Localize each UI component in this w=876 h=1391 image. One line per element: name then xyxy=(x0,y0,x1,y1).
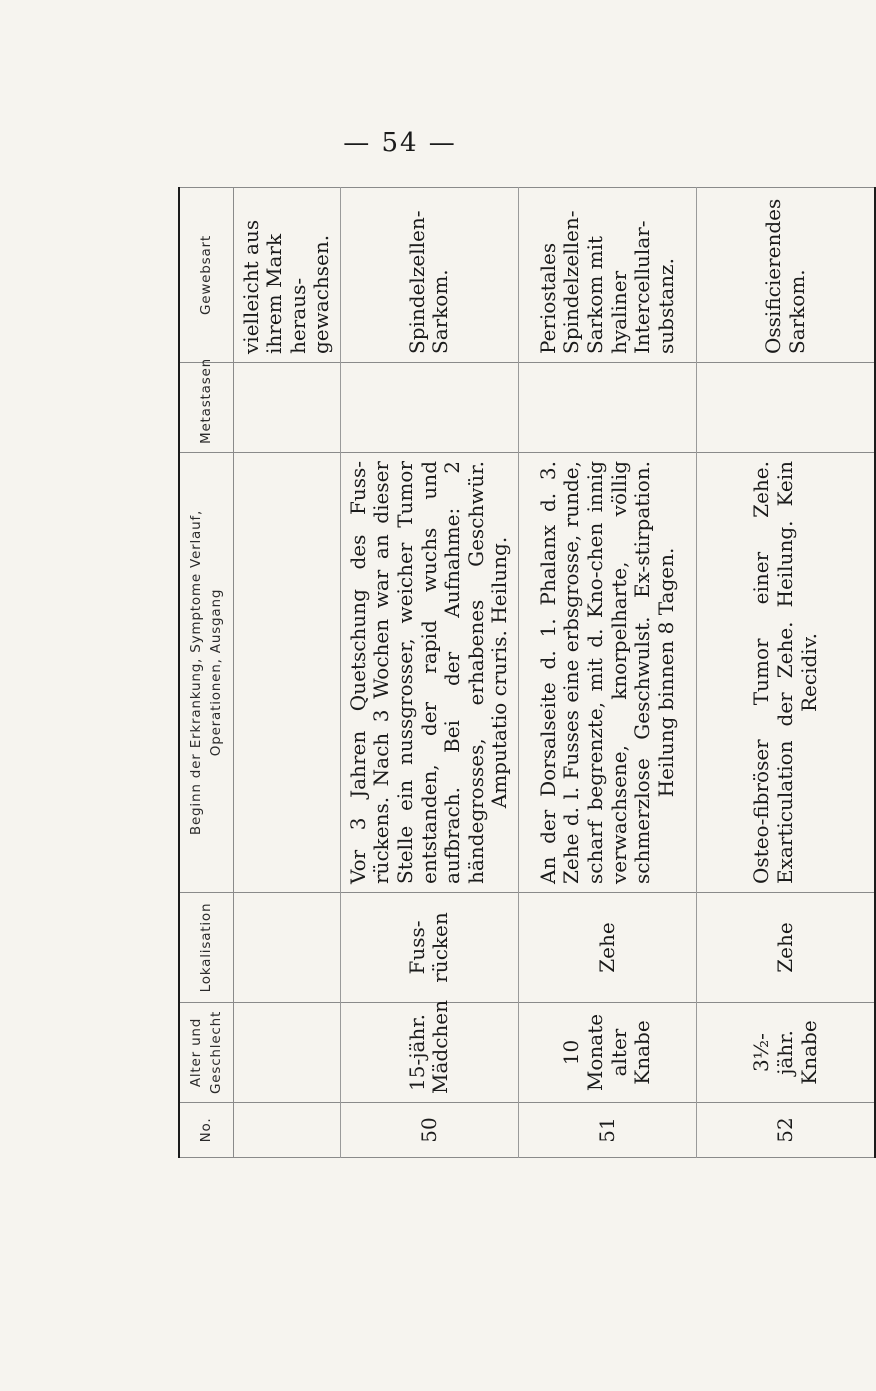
cell-gewebsart: Ossificierendes Sarkom. xyxy=(697,188,876,363)
header-no: No. xyxy=(179,1103,233,1158)
cell-beginn: Vor 3 Jahren Quetschung des Fuss-rückens. Nach 3 Wochen war an dieser Stelle ein nussgrosser, weicher Tumor entstanden, der rapid wuchs und aufbrach. Bei der Aufnahme: 2 händegrosses, erhabenes Geschwür. Amputatio cruris. Heilung. xyxy=(340,453,518,893)
table-header-row xyxy=(179,188,233,1158)
header-alter: Alter und Geschlecht xyxy=(179,1003,233,1103)
page-number: — 54 — xyxy=(343,128,457,158)
table-row xyxy=(697,188,876,1158)
cell-empty xyxy=(233,893,340,1003)
cell-empty xyxy=(233,1103,340,1158)
table-row xyxy=(519,188,697,1158)
cell-no: 51 xyxy=(519,1103,697,1158)
cell-no: 52 xyxy=(697,1103,876,1158)
cell-alter: 3½-jähr. Knabe xyxy=(697,1003,876,1103)
cell-metastasen xyxy=(519,363,697,453)
cell-beginn: Osteo-fibröser Tumor einer Zehe. Exarticulation der Zehe. Heilung. Kein Recidiv. xyxy=(697,453,876,893)
cell-lokalisation: Fuss-rücken xyxy=(340,893,518,1003)
cell-metastasen xyxy=(697,363,876,453)
case-table xyxy=(178,188,876,1159)
header-lokalisation: Lokalisation xyxy=(179,893,233,1003)
cell-empty xyxy=(233,363,340,453)
header-beginn: Beginn der Erkrankung, Symptome Verlauf, Operationen, Ausgang xyxy=(179,453,233,893)
cell-gewebsart: Spindelzellen-Sarkom. xyxy=(340,188,518,363)
cell-no: 50 xyxy=(340,1103,518,1158)
cell-empty xyxy=(233,1003,340,1103)
cell-lokalisation: Zehe xyxy=(519,893,697,1003)
table-row xyxy=(340,188,518,1158)
cell-beginn: An der Dorsalseite d. 1. Phalanx d. 3. Zehe d. l. Fusses eine erbsgrosse, runde, scharf begrenzte, mit d. Kno-chen innig verwachsene, knorpelharte, völlig schmerzlose Geschwulst. Ex-stirpation. Heilung binnen 8 Tagen. xyxy=(519,453,697,893)
cell-lokalisation: Zehe xyxy=(697,893,876,1003)
cell-gewebsart: Periostales Spindelzellen-Sarkom mit hyaliner Intercellular-substanz. xyxy=(519,188,697,363)
header-gewebsart: Gewebsart xyxy=(179,188,233,363)
cell-alter: 10 Monate alter Knabe xyxy=(519,1003,697,1103)
cell-gewebsart-continued: vielleicht aus ihrem Mark heraus-gewachsen. xyxy=(233,188,340,363)
continued-row xyxy=(233,188,340,1158)
header-metastasen: Metastasen xyxy=(179,363,233,453)
cell-metastasen xyxy=(340,363,518,453)
cell-alter: 15-jähr. Mädchen xyxy=(340,1003,518,1103)
rotated-table-container xyxy=(178,188,821,1158)
cell-empty xyxy=(233,453,340,893)
